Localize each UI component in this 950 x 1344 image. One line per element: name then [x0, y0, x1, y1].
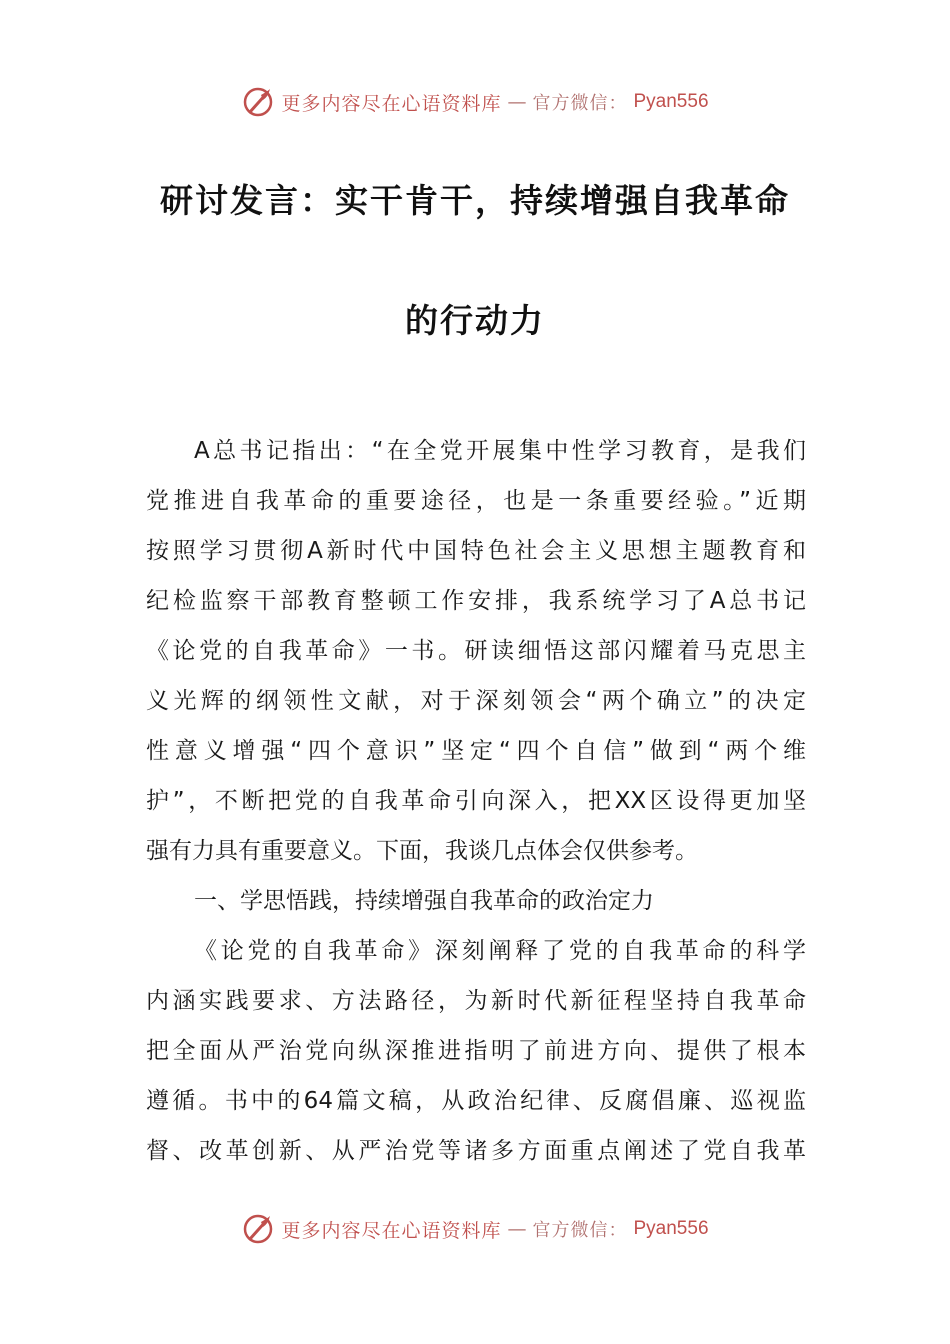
quill-pen-circle-icon: [241, 1212, 275, 1246]
section-heading: 一、学思悟践，持续增强自我革命的政治定力: [194, 888, 654, 914]
document-body: [146, 426, 806, 1176]
body-line: 把全面从严治党向纵深推进指明了前进方向、提供了根本: [146, 1038, 806, 1064]
body-line: A总书记指出：“在全党开展集中性学习教育，是我们: [194, 438, 806, 464]
body-line: 《论党的自我革命》一书。研读细悟这部闪耀着马克思主: [146, 638, 806, 664]
quill-pen-circle-icon: [241, 85, 275, 119]
brand-text: 更多内容尽在心语资料库: [281, 92, 502, 115]
header-watermark-banner: [0, 82, 950, 122]
body-line: 强有力具有重要意义。下面，我谈几点体会仅供参考。: [146, 838, 698, 864]
document-title-line-1: 研讨发言：实干肯干，持续增强自我革命: [160, 181, 790, 220]
body-line: 内涵实践要求、方法路径，为新时代新征程坚持自我革命: [146, 988, 806, 1014]
brand-text: 更多内容尽在心语资料库: [281, 1219, 502, 1242]
wechat-id: Pyan556: [633, 1218, 709, 1239]
body-line: 督、改革创新、从严治党等诸多方面重点阐述了党自我革: [146, 1138, 806, 1164]
body-line: 遵循。书中的64篇文稿，从政治纪律、反腐倡廉、巡视监: [146, 1088, 806, 1114]
official-wechat-label: 官方微信：: [532, 1220, 628, 1241]
footer-watermark-banner: [0, 1209, 950, 1249]
banner-separator: —: [507, 91, 527, 113]
body-line: 义光辉的纲领性文献，对于深刻领会“两个确立”的决定: [146, 688, 806, 714]
wechat-id: Pyan556: [633, 91, 709, 112]
document-title-line-2: 的行动力: [405, 301, 545, 340]
official-wechat-label: 官方微信：: [532, 93, 628, 114]
body-line: 《论党的自我革命》深刻阐释了党的自我革命的科学: [194, 938, 806, 964]
banner-separator: —: [507, 1218, 527, 1240]
body-line: 护”，不断把党的自我革命引向深入，把XX区设得更加坚: [146, 788, 806, 814]
body-line: 按照学习贯彻A新时代中国特色社会主义思想主题教育和: [146, 538, 806, 564]
body-line: 纪检监察干部教育整顿工作安排，我系统学习了A总书记: [146, 588, 806, 614]
body-line: 党推进自我革命的重要途径，也是一条重要经验。”近期: [146, 488, 806, 514]
body-line: 性意义增强“四个意识”坚定“四个自信”做到“两个维: [146, 738, 806, 764]
